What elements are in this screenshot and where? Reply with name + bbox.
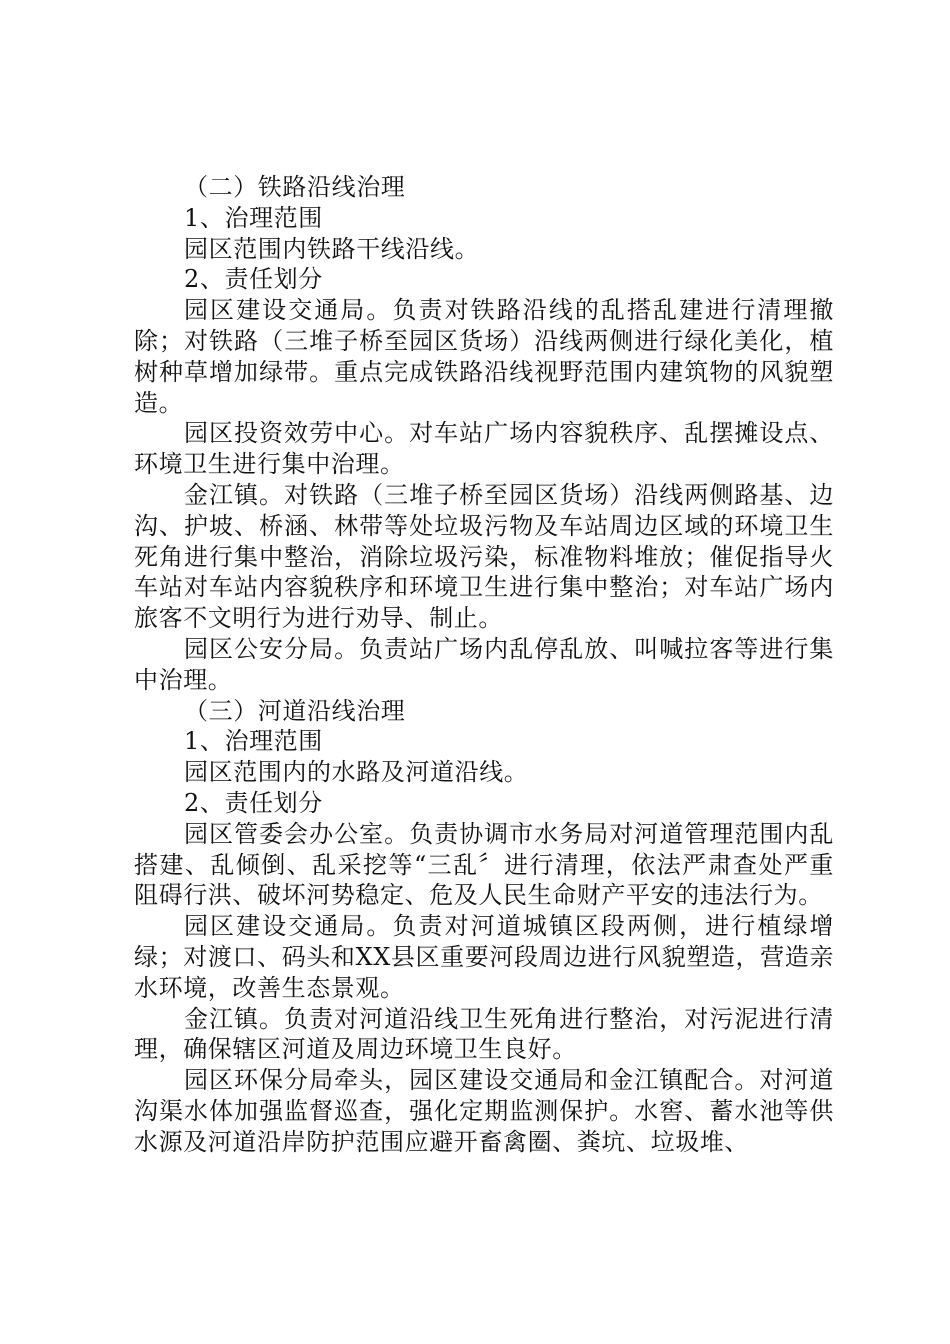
section-2-scope-title: 1、治理范围 bbox=[184, 203, 323, 232]
section-2-heading: （二）铁路沿线治理 bbox=[184, 173, 406, 201]
section-3-duty-title: 2、责任划分 bbox=[184, 788, 323, 817]
section-3-paragraph: 园区管委会办公室。负责协调市水务局对河道管理范围内乱搭建、乱倾倒、乱采挖等“三乱〞进行清理，依法严肃查处严重阻碍行洪、破坏河势稳定、危及人民生命财产平安的违法行为。 bbox=[134, 819, 834, 910]
section-2-duty-title: 2、责任划分 bbox=[184, 265, 323, 294]
section-2-paragraph: 园区建设交通局。负责对铁路沿线的乱搭乱建进行清理撤除；对铁路（三堆子桥至园区货场）沿线两侧进行绿化美化，植树种草增加绿带。重点完成铁路沿线视野范围内建筑物的风貌塑造。 bbox=[134, 296, 834, 417]
document-page bbox=[134, 172, 834, 1158]
section-2-paragraph: 园区公安分局。负责站广场内乱停乱放、叫喊拉客等进行集中治理。 bbox=[134, 634, 834, 694]
section-2-scope-text: 园区范围内铁路干线沿线。 bbox=[184, 234, 480, 263]
section-2-paragraph: 金江镇。对铁路（三堆子桥至园区货场）沿线两侧路基、边沟、护坡、桥涵、林带等处垃圾污物及车站周边区域的环境卫生死角进行集中整治，消除垃圾污染，标准物料堆放；催促指导火车站对车站内容貌秩序和环境卫生进行集中整治；对车站广场内旅客不文明行为进行劝导、制止。 bbox=[134, 480, 834, 633]
section-2-paragraph: 园区投资效劳中心。对车站广场内容貌秩序、乱摆摊设点、环境卫生进行集中治理。 bbox=[134, 419, 834, 479]
section-3-scope-text: 园区范围内的水路及河道沿线。 bbox=[184, 758, 529, 787]
section-3-paragraph: 金江镇。负责对河道沿线卫生死角进行整治，对污泥进行清理，确保辖区河道及周边环境卫生良好。 bbox=[134, 1004, 834, 1064]
section-3-heading: （三）河道沿线治理 bbox=[184, 696, 406, 725]
section-3-scope-title: 1、治理范围 bbox=[184, 727, 323, 756]
section-3-paragraph: 园区建设交通局。负责对河道城镇区段两侧，进行植绿增绿；对渡口、码头和XX县区重要河段周边进行风貌塑造，营造亲水环境，改善生态景观。 bbox=[134, 912, 834, 1002]
section-3-paragraph: 园区环保分局牵头，园区建设交通局和金江镇配合。对河道沟渠水体加强监督巡查，强化定期监测保护。水窖、蓄水池等供水源及河道沿岸防护范围应避开畜禽圈、粪坑、垃圾堆、 bbox=[134, 1066, 834, 1156]
